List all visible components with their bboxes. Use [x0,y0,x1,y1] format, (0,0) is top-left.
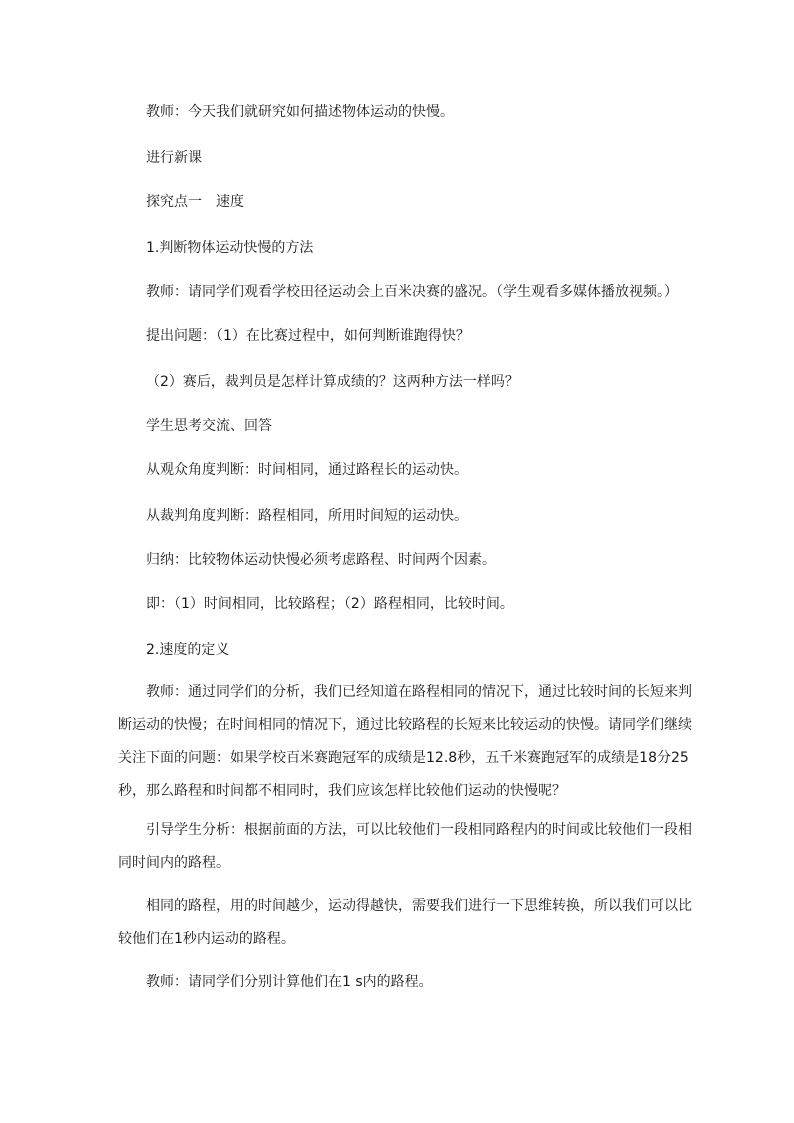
paragraph-teacher-video: 教师：请同学们观看学校田径运动会上百米决赛的盛况。（学生观看多媒体播放视频。） [146,284,678,300]
subsection-heading-speed: 探究点一 速度 [146,194,244,210]
heading-method-judging-speed: 1.判断物体运动快慢的方法 [146,240,314,256]
heading-speed-definition: 2.速度的定义 [146,642,230,658]
paragraph-conclusion: 即：（1）时间相同，比较路程；（2）路程相同，比较时间。 [146,596,514,612]
paragraph-summary: 归纳：比较物体运动快慢必须考虑路程、时间两个因素。 [146,552,496,568]
paragraph-teacher-calculate: 教师：请同学们分别计算他们在1 s内的路程。 [146,974,433,990]
paragraph-question-2: （2）赛后，裁判员是怎样计算成绩的？这两种方法一样吗？ [146,374,519,390]
paragraph-guide-analysis: 引导学生分析：根据前面的方法，可以比较他们一段相同路程内的时间或比较他们一段相同时间内的路程。 [118,822,692,871]
paragraph-teacher-analysis: 教师：通过同学们的分析，我们已经知道在路程相同的情况下，通过比较时间的长短来判断运动的快慢；在时间相同的情况下，通过比较路程的长短来比较运动的快慢。请同学们继续关注下面的问题：如果学校百米赛跑冠军的成绩是12.8秒，五千米赛跑冠军的成绩是18分25秒，那么路程和时间都不相同时，我们应该怎样比较他们运动的快慢呢？ [118,684,692,799]
paragraph-teacher-intro: 教师：今天我们就研究如何描述物体运动的快慢。 [146,104,454,120]
paragraph-referee-view: 从裁判角度判断：路程相同，所用时间短的运动快。 [146,508,468,524]
paragraph-question-1: 提出问题：（1）在比赛过程中，如何判断谁跑得快？ [146,328,470,344]
section-heading-new-lesson: 进行新课 [146,150,202,166]
paragraph-audience-view: 从观众角度判断：时间相同，通过路程长的运动快。 [146,462,468,478]
paragraph-same-distance: 相同的路程，用的时间越少，运动得越快，需要我们进行一下思维转换，所以我们可以比较他们在1秒内运动的路程。 [118,898,692,947]
paragraph-student-discussion: 学生思考交流、回答 [146,418,272,434]
